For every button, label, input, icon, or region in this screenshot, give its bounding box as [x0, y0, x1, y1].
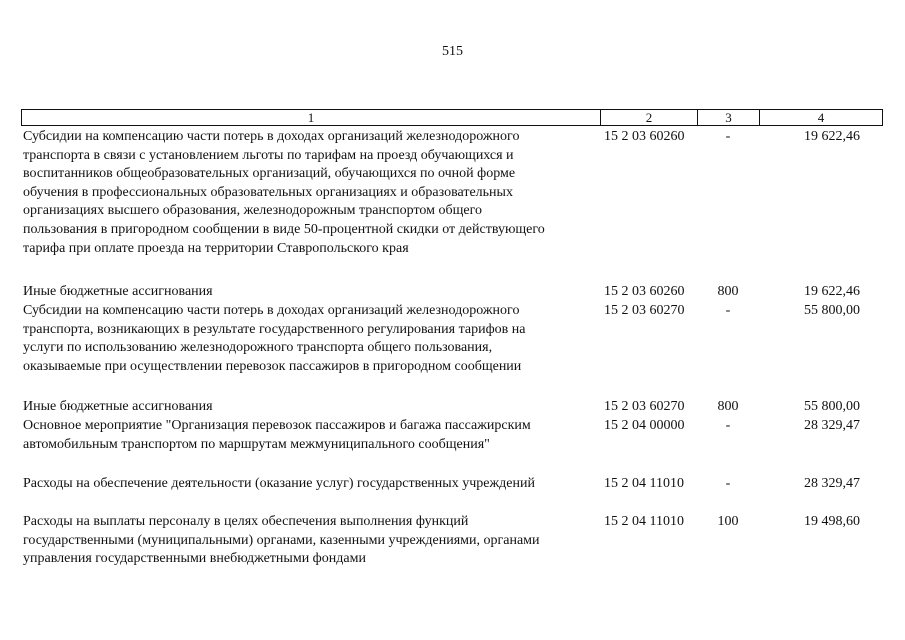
header-col-4: 4 [759, 110, 882, 125]
row-amount: 19 622,46 [804, 129, 860, 144]
row-amount: 55 800,00 [804, 303, 860, 318]
row-description [23, 475, 591, 494]
row-line: организациях высшего образования, железнодорожным транспортом общего [23, 203, 483, 219]
row-code: 15 2 04 11010 [604, 476, 684, 491]
row-code: 15 2 03 60260 [604, 284, 685, 299]
row-code: 15 2 03 60260 [604, 129, 685, 144]
row-type: 800 [717, 399, 739, 414]
row-line: Расходы на выплаты персоналу в целях обеспечения выполнения функций [23, 514, 469, 529]
row-code: 15 2 03 60270 [604, 399, 685, 414]
row-line: Иные бюджетные ассигнования [23, 399, 213, 414]
table-header [21, 109, 883, 126]
row-amount: 28 329,47 [804, 476, 860, 491]
row-amount: 55 800,00 [804, 399, 860, 414]
row-description [23, 283, 591, 302]
row-line: автомобильным транспортом по маршрутам межмуниципального сообщения" [23, 436, 490, 452]
row-amount: 19 622,46 [804, 284, 860, 299]
row-line: Иные бюджетные ассигнования [23, 284, 213, 299]
row-description [23, 128, 591, 258]
row-type: - [725, 476, 731, 491]
row-description [23, 513, 591, 569]
row-line: государственными (муниципальными) органами, казенными учреждениями, органами [23, 532, 540, 548]
row-code: 15 2 03 60270 [604, 303, 685, 318]
header-col-1: 1 [307, 110, 315, 125]
row-code: 15 2 04 11010 [604, 514, 684, 529]
row-line: оказываемые при осуществлении перевозок пассажиров в пригородном сообщении [23, 358, 522, 374]
row-line: тарифа при оплате проезда на территории Ставропольского края [23, 240, 409, 256]
row-code: 15 2 04 00000 [604, 418, 685, 433]
row-line: воспитанников общеобразовательных организаций, обучающихся по очной форме [23, 166, 516, 182]
row-line: транспорта, возникающих в результате государственного регулирования тарифов на [23, 321, 526, 337]
row-amount: 19 498,60 [804, 514, 860, 529]
row-type: 100 [717, 514, 739, 529]
row-line: Основное мероприятие "Организация перевозок пассажиров и багажа пассажирским [23, 418, 531, 433]
page-number: 515 [442, 44, 463, 59]
row-type: - [725, 129, 731, 144]
row-line: Субсидии на компенсацию части потерь в доходах организаций железнодорожного [23, 303, 520, 318]
row-type: 800 [717, 284, 739, 299]
row-type: - [725, 418, 731, 433]
row-line: обучения в профессиональных образовательных организациях и образовательных [23, 184, 513, 200]
header-col-3: 3 [697, 110, 759, 125]
row-line: Расходы на обеспечение деятельности (оказание услуг) государственных учреждений [23, 476, 535, 491]
header-col-2: 2 [600, 110, 697, 125]
row-line: Субсидии на компенсацию части потерь в доходах организаций железнодорожного [23, 129, 520, 144]
row-description [23, 417, 591, 454]
row-amount: 28 329,47 [804, 418, 860, 433]
row-type: - [725, 303, 731, 318]
row-line: транспорта в связи с установлением льготы по тарифам на проезд обучающихся и [23, 147, 514, 163]
row-line: пользования в пригородном сообщении в виде 50-процентной скидки от действующего [23, 221, 545, 237]
row-description [23, 398, 591, 417]
row-line: услуги по использованию железнодорожного транспорта общего пользования, [23, 340, 493, 356]
row-line: управления государственными внебюджетными фондами [23, 551, 366, 567]
row-description [23, 302, 591, 376]
